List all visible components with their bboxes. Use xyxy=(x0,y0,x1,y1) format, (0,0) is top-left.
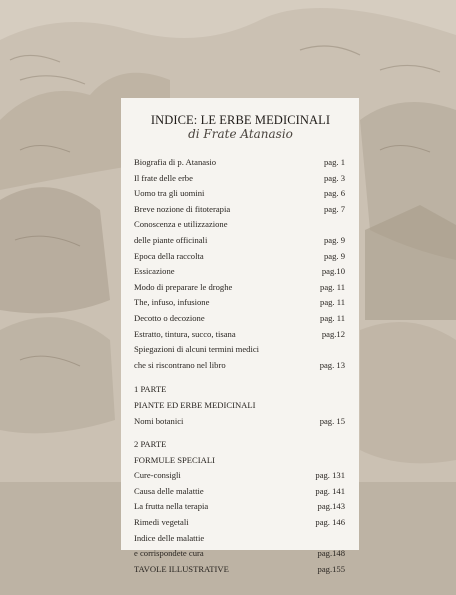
toc-row: Indice delle malattie xyxy=(134,532,205,543)
section-spacer xyxy=(134,373,347,382)
toc-row: PIANTE ED ERBE MEDICINALI xyxy=(134,399,256,410)
toc-row: Uomo tra gli uomini pag. 6 xyxy=(134,188,345,199)
toc-row: Breve nozione di fitoterapia pag. 7 xyxy=(134,203,345,214)
toc-row: FORMULE SPECIALI xyxy=(134,454,215,465)
toc-row: Nomi botanici pag. 15 xyxy=(134,415,345,426)
toc-row: Causa delle malattie pag. 141 xyxy=(134,485,345,496)
toc-row: e corrispondete cura pag.148 xyxy=(134,548,345,559)
toc-row: Conoscenza e utilizzazione xyxy=(134,219,228,230)
toc-part2 xyxy=(134,437,347,577)
section-spacer xyxy=(134,429,347,437)
toc-row: che si riscontrano nel libro pag. 13 xyxy=(134,359,345,370)
toc-row: TAVOLE ILLUSTRATIVE pag.155 xyxy=(134,563,345,574)
index-title: INDICE: LE ERBE MEDICINALI xyxy=(150,113,331,127)
toc-row: delle piante officinali pag. 9 xyxy=(134,234,345,245)
toc-row: Spiegazioni di alcuni termini medici xyxy=(134,344,260,355)
toc-row: The, infuso, infusione pag. 11 xyxy=(134,297,345,308)
toc-row: Estratto, tintura, succo, tisana pag.12 xyxy=(134,328,345,339)
toc-row: Decotto o decozione pag. 11 xyxy=(134,312,345,323)
toc-row: Epoca della raccolta pag. 9 xyxy=(134,250,345,261)
index-subtitle: di Frate Atanasio xyxy=(188,127,293,141)
toc-row: Biografia di p. Atanasio pag. 1 xyxy=(134,157,345,167)
index-panel xyxy=(121,98,359,574)
toc-intro xyxy=(134,155,347,373)
toc-row: Cure-consigli pag. 131 xyxy=(134,470,345,481)
toc-row: Rimedi vegetali pag. 146 xyxy=(134,517,345,528)
toc-row: Essicazione pag.10 xyxy=(134,266,345,277)
toc-row: Modo di preparare le droghe pag. 11 xyxy=(134,281,345,292)
toc-part1 xyxy=(134,382,347,429)
toc-row: 1 PARTE xyxy=(134,384,167,395)
toc-row: 2 PARTE xyxy=(134,439,167,450)
toc-row: La frutta nella terapia pag.143 xyxy=(134,501,345,512)
toc-row: Il frate delle erbe pag. 3 xyxy=(134,172,345,183)
